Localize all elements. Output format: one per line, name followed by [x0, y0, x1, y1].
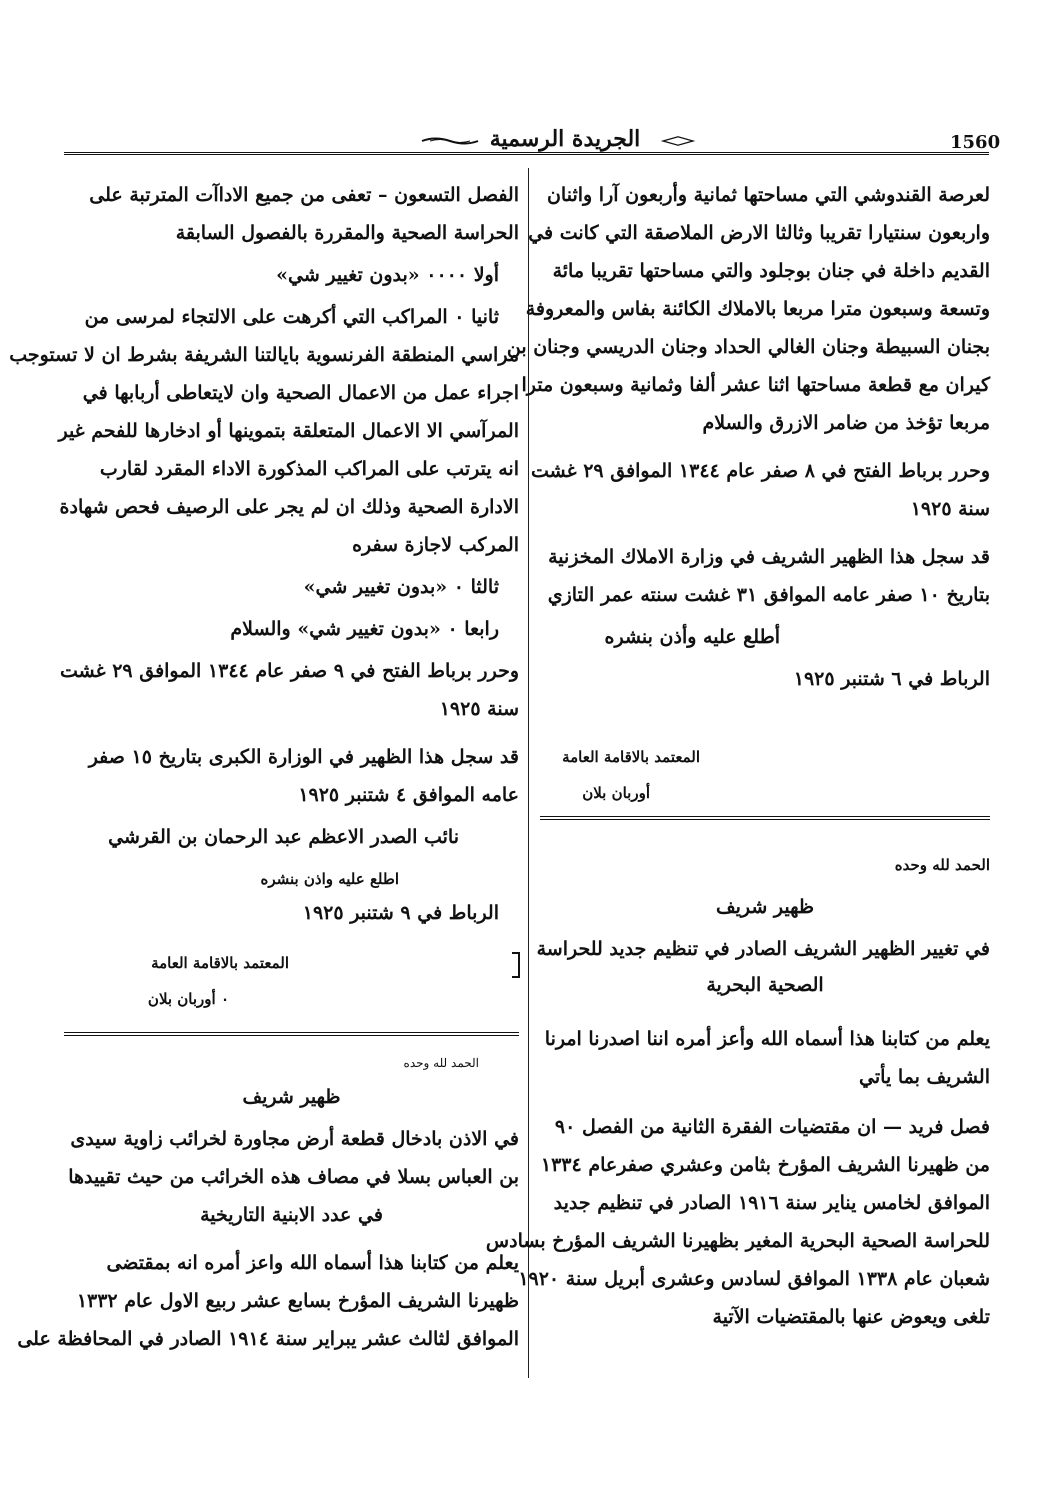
resident-name: ٠ أوربان بلان: [147, 990, 229, 1008]
text-line: بجنان السبيطة وجنان الغالي الحداد وجنان الدريسي وجنان بن: [506, 336, 990, 358]
text-line: المركب لاجازة سفره: [352, 534, 519, 556]
page-number: 1560: [950, 132, 1001, 153]
text-line: الحراسة الصحية والمقررة بالفصول السابقة: [175, 222, 519, 244]
text-line: من ظهيرنا الشريف المؤرخ بثامن وعشري صفرعام ١٣٣٤: [540, 1154, 990, 1176]
text-line: وتسعة وسبعون مترا مربعا بالاملاك الكائنة بفاس والمعروفة: [525, 298, 990, 320]
ornament-right-icon: [648, 136, 708, 146]
text-line: الموافق لثالث عشر يبراير سنة ١٩١٤ الصادر في المحافظة على: [17, 1328, 519, 1350]
text-line: الادارة الصحية وذلك ان لم يجر على الرصيف فحص شهادة: [59, 496, 519, 518]
text-line: مربعا تؤخذ من ضامر الازرق والسلام: [702, 412, 990, 434]
decree-title: ظهير شريف: [242, 1086, 341, 1108]
issue-line: وحرر برباط الفتح في ٩ صفر عام ١٣٤٤ الموافق ٢٩ غشت: [60, 660, 519, 682]
decree-subject: بن العباس بسلا في مصاف هذه الخرائب من حيث تقييدها: [68, 1166, 519, 1188]
text-line: القديم داخلة في جنان بوجلود والتي مساحتها تقريبا مائة: [552, 260, 990, 282]
seen-place: الرباط في ٦ شتنبر ١٩٢٥: [793, 668, 990, 690]
issue-year: سنة ١٩٢٥: [439, 698, 519, 720]
bracket-mark: [512, 952, 520, 978]
seen-line: أطلع عليه وأذن بنشره: [604, 626, 780, 648]
resident-title: المعتمد بالاقامة العامة: [151, 954, 289, 972]
text-line: ظهيرنا الشريف المؤرخ بسابع عشر ربيع الاول عام ١٣٣٢: [76, 1290, 519, 1312]
text-line: الموافق لخامس يناير سنة ١٩١٦ الصادر في تنظيم جديد: [553, 1192, 990, 1214]
text-line: المرآسي الا الاعمال المتعلقة بتموينها أو ادخارها للفحم غير: [58, 420, 519, 442]
seen-place: الرباط في ٩ شتنبر ١٩٢٥: [302, 902, 499, 924]
text-line: للحراسة الصحية البحرية المغير بظهيرنا الشريف المؤرخ بسادس: [485, 1230, 990, 1252]
registration-line: قد سجل هذا الظهير في الوزارة الكبرى بتاريخ ١٥ صفر: [88, 746, 519, 768]
text-line: أولا ٠٠٠٠ «بدون تغيير شي»: [276, 264, 499, 286]
section-separator: [540, 816, 990, 820]
decree-subject: في تغيير الظهير الشريف الصادر في تنظيم جديد للحراسة: [536, 938, 990, 960]
signatory: نائب الصدر الاعظم عبد الرحمان بن القرشي: [108, 826, 459, 848]
issue-year: سنة ١٩٢٥: [910, 498, 990, 520]
text-line: اجراء عمل من الاعمال الصحية وان لايتعاطى أربابها في: [82, 382, 519, 404]
text-line: فصل فريد — ان مقتضيات الفقرة الثانية من الفصل ٩٠: [554, 1116, 990, 1138]
section-separator: [64, 1032, 519, 1036]
text-line: كيران مع قطعة مساحتها اثنا عشر ألفا وثمانية وسبعون مترا: [521, 374, 990, 396]
text-line: يعلم من كتابنا هذا أسماه الله واعز أمره انه بمقتضى: [106, 1252, 519, 1274]
decree-subject: الصحية البحرية: [706, 974, 824, 996]
text-line: انه يترتب على المراكب المذكورة الاداء المقرد لقارب: [99, 458, 519, 480]
preamble-line: الشريف بما يأتي: [859, 1066, 990, 1088]
opening-line: الحمد لله وحده: [894, 856, 990, 874]
text-line: مراسي المنطقة الفرنسوية بايالتنا الشريفة بشرط ان لا تستوجب: [9, 344, 519, 366]
resident-title: المعتمد بالاقامة العامة: [562, 748, 700, 766]
preamble-line: يعلم من كتابنا هذا أسماه الله وأعز أمره اننا اصدرنا امرنا: [544, 1028, 990, 1050]
text-line: الفصل التسعون – تعفى من جميع الاداآت المترتبة على: [89, 184, 519, 206]
text-line: واربعون سنتيارا تقريبا وثالثا الارض الملاصقة التي كانت في: [528, 222, 990, 244]
registration-date: عامه الموافق ٤ شتنبر ١٩٢٥: [298, 784, 519, 806]
text-line: ثانيا ٠ المراكب التي أكرهت على الالتجاء لمرسى من: [84, 306, 499, 328]
text-line: ثالثا ٠ «بدون تغيير شي»: [303, 576, 499, 598]
seen-line: اطلع عليه واذن بنشره: [260, 870, 399, 888]
text-line: شعبان عام ١٣٣٨ الموافق لسادس وعشرى أبريل سنة ١٩٢٠: [518, 1268, 990, 1290]
registration-line: قد سجل هذا الظهير الشريف في وزارة الاملاك المخزنية: [548, 546, 990, 568]
journal-title: الجريدة الرسمية: [489, 126, 641, 152]
decree-title: ظهير شريف: [715, 896, 815, 918]
text-line: تلغى ويعوض عنها بالمقتضيات الآتية: [712, 1306, 990, 1328]
registration-date: بتاريخ ١٠ صفر عامه الموافق ٣١ غشت سنته عمر التازي: [547, 584, 990, 606]
header-rule: [64, 152, 989, 155]
opening-line: الحمد لله وحده: [403, 1056, 479, 1070]
text-line: رابعا ٠ «بدون تغيير شي» والسلام: [230, 618, 499, 640]
text-line: لعرصة القندوشي التي مساحتها ثمانية وأربعون آرا واثنان: [546, 184, 990, 206]
issue-line: وحرر برباط الفتح في ٨ صفر عام ١٣٤٤ الموافق ٢٩ غشت: [531, 460, 990, 482]
decree-subject: في الاذن بادخال قطعة أرض مجاورة لخرائب زاوية سيدى: [70, 1128, 519, 1150]
decree-subject: في عدد الابنية التاريخية: [200, 1204, 383, 1226]
ornament-left-icon: [420, 136, 480, 146]
resident-name: أوربان بلان: [582, 784, 650, 802]
